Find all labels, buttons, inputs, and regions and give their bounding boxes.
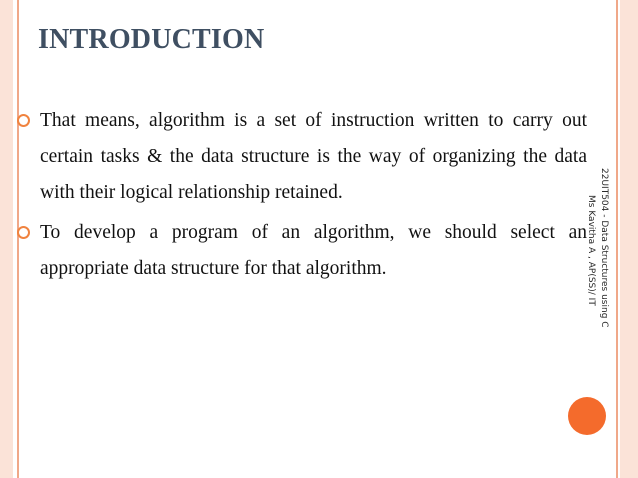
left-border-band bbox=[0, 0, 13, 478]
bullet-text: To develop a program of an algorithm, we should select an appropriate data structure for that algorithm. bbox=[40, 222, 587, 279]
bullet-text: That means, algorithm is a set of instruction written to carry out certain tasks & the data structure is the way of organizing the data with their logical relationship retained. bbox=[40, 110, 587, 203]
footer-course: 22UIT504 - Data Structures using C bbox=[599, 168, 609, 328]
ring-bullet-icon bbox=[17, 114, 30, 127]
right-border-line bbox=[616, 0, 618, 478]
bullet-item bbox=[17, 103, 587, 211]
bullet-item bbox=[17, 215, 587, 287]
footer-author: Ms Kavitha A , AP(SS)/ IT bbox=[586, 195, 596, 306]
bullet-list bbox=[17, 103, 587, 287]
ring-bullet-icon bbox=[17, 226, 30, 239]
page-number-circle bbox=[568, 397, 606, 435]
slide-title: INTRODUCTION bbox=[38, 24, 265, 55]
right-border-band bbox=[620, 0, 638, 478]
